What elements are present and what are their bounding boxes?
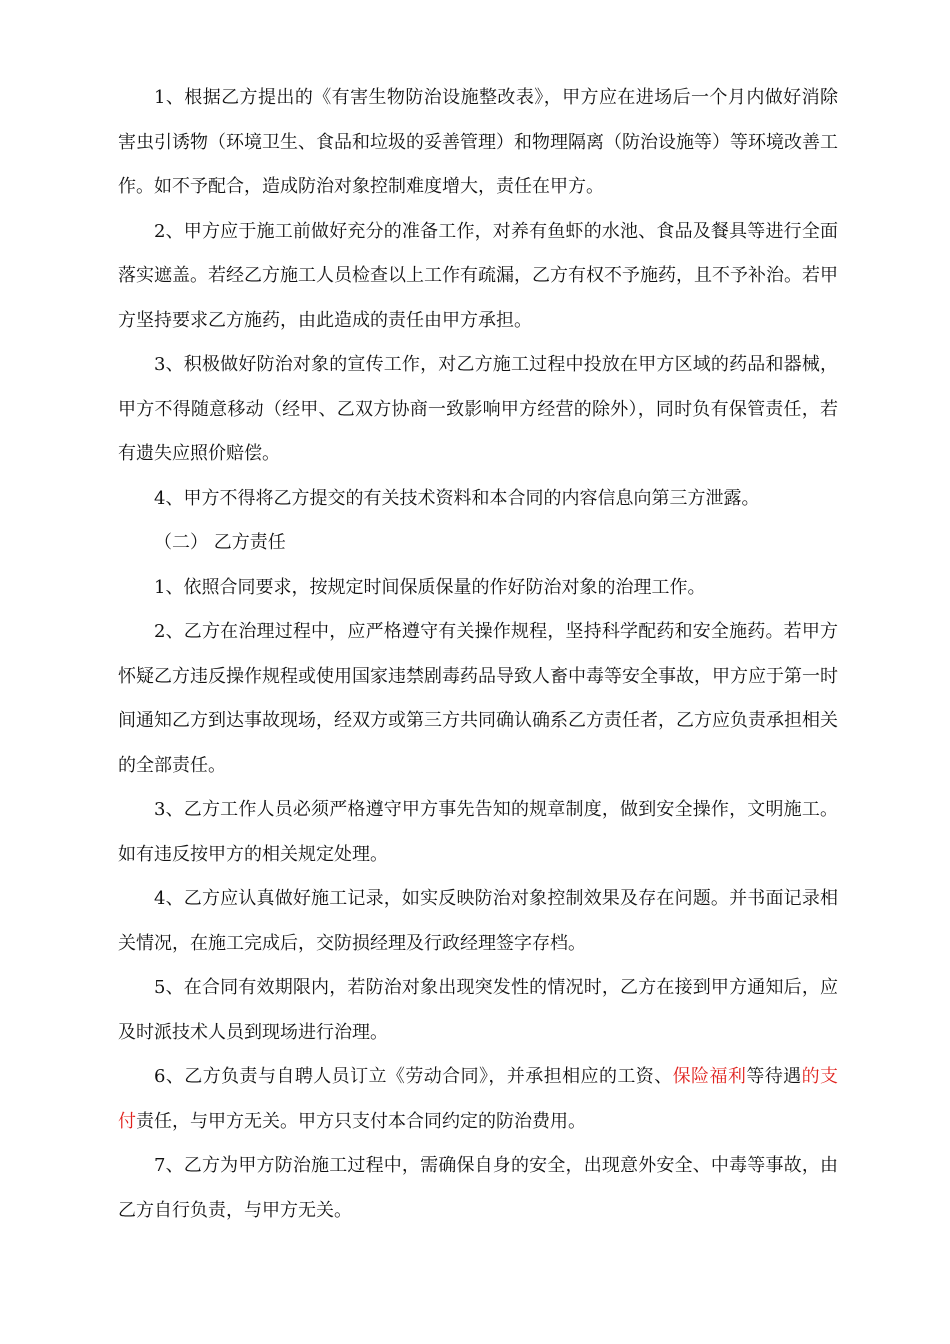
clause-a-1: 1、根据乙方提出的《有害生物防治设施整改表》，甲方应在进场后一个月内做好消除害虫引诱物（环境卫生、食品和垃圾的妥善管理）和物理隔离（防治设施等）等环境改善工作。如不予配合，造成防治对象控制难度增大，责任在甲方。 <box>118 87 838 197</box>
clause-b-2: 2、乙方在治理过程中，应严格遵守有关操作规程，坚持科学配药和安全施药。若甲方怀疑乙方违反操作规程或使用国家违禁剧毒药品导致人畜中毒等安全事故，甲方应于第一时间通知乙方到达事故现场，经双方或第三方共同确认确系乙方责任者，乙方应负责承担相关的全部责任。 <box>118 621 838 776</box>
clause-b-3: 3、乙方工作人员必须严格遵守甲方事先告知的规章制度，做到安全操作，文明施工。如有违反按甲方的相关规定处理。 <box>118 799 838 865</box>
document-body <box>118 76 838 1233</box>
section-heading-party-b: （二） 乙方责任 <box>154 532 286 553</box>
clause-b-6-text-2: 等待遇 <box>746 1066 802 1087</box>
highlighted-text-insurance-welfare: 保险福利 <box>672 1066 747 1087</box>
clause-b-7: 7、乙方为甲方防治施工过程中，需确保自身的安全，出现意外安全、中毒等事故，由乙方自行负责，与甲方无关。 <box>118 1155 838 1221</box>
clause-a-4: 4、甲方不得将乙方提交的有关技术资料和本合同的内容信息向第三方泄露。 <box>154 487 760 509</box>
clause-a-3: 3、积极做好防治对象的宣传工作，对乙方施工过程中投放在甲方区域的药品和器械，甲方不得随意移动（经甲、乙双方协商一致影响甲方经营的除外），同时负有保管责任，若有遗失应照价赔偿。 <box>118 354 838 464</box>
clause-b-6-text-3: 责任，与甲方无关。甲方只支付本合同约定的防治费用。 <box>136 1110 586 1132</box>
clause-b-6 <box>118 1055 838 1144</box>
clause-a-2: 2、甲方应于施工前做好充分的准备工作，对养有鱼虾的水池、食品及餐具等进行全面落实遮盖。若经乙方施工人员检查以上工作有疏漏，乙方有权不予施药，且不予补治。若甲方坚持要求乙方施药，由此造成的责任由甲方承担。 <box>118 220 838 331</box>
clause-b-1: 1、依照合同要求，按规定时间保质保量的作好防治对象的治理工作。 <box>154 576 706 598</box>
highlighted-text-payment: 的支付 <box>118 1066 839 1132</box>
clause-b-4: 4、乙方应认真做好施工记录，如实反映防治对象控制效果及存在问题。并书面记录相关情况，在施工完成后，交防损经理及行政经理签字存档。 <box>118 888 838 954</box>
clause-b-6-text-1: 6、乙方负责与自聘人员订立《劳动合同》，并承担相应的工资、 <box>154 1066 673 1087</box>
clause-b-5: 5、在合同有效期限内，若防治对象出现突发性的情况时，乙方在接到甲方通知后，应及时派技术人员到现场进行治理。 <box>118 977 838 1043</box>
